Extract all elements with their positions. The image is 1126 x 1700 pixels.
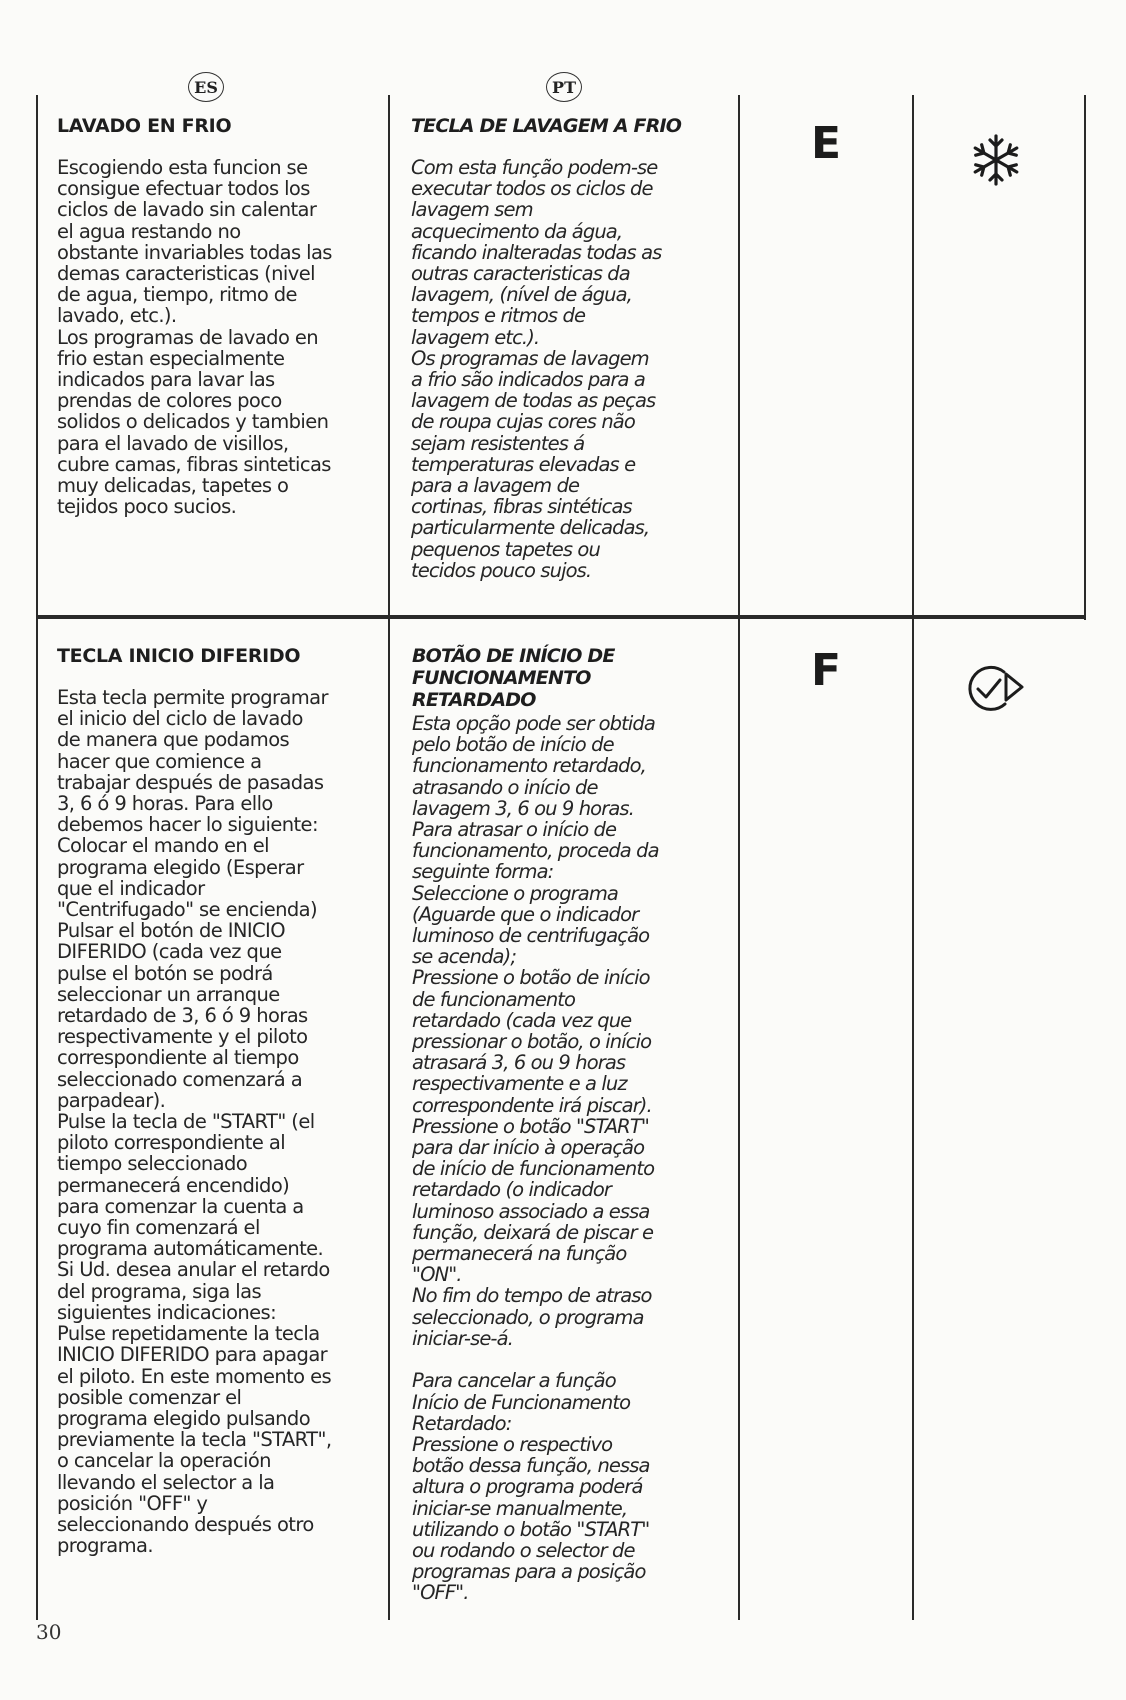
column-rule-left (36, 95, 38, 1620)
pt-cold-wash-title: TECLA DE LAVAGEM A FRIO (411, 115, 682, 137)
pt-delay-start-section (412, 645, 734, 1604)
snowflake-icon (968, 132, 1024, 192)
language-badge-pt: PT (546, 72, 582, 102)
row-letter-f: F (810, 645, 842, 696)
pt-cold-wash-text: Com esta função podem-se executar todos os ciclos de lavagem sem acquecimento da água, ficando inalteradas todas as outras caracteristicas da lavagem, (nível de água, tempos e ritmos de lavagem etc.). Os programas de lavagem a frio são indicados para a lavagem de todas as peças de roupa cujas cores não sejam resistentes á temperaturas elevadas e para a lavagem de cortinas, fibras sintéticas particularmente delicadas, pequenos tapetes ou tecidos pouco sujos. (411, 156, 662, 582)
language-badge-es: ES (188, 72, 224, 102)
pt-delay-start-text: Esta opção pode ser obtida pelo botão de início de funcionamento retardado, atrasando o início de lavagem 3, 6 ou 9 horas. Para atrasar o início de funcionamento, proceda da seguinte forma: Seleccione o programa (Aguarde que o indicador luminoso de centrifugação se acenda); Pressione o botão de início de funcionamento retardado (cada vez que pressionar o botão, o início atrasará 3, 6 ou 9 horas respectivamente e a luz correspondente irá piscar). Pressione o botão "START" para dar início à operação de início de funcionamento retardado (o indicador luminoso associado a essa função, deixará de piscar e permanecerá na função "ON". No fim do tempo de atraso seleccionado, o programa iniciar-se-á. Para cancelar a função Início de Funcionamento Retardado: Pressione o respectivo botão dessa função, nessa altura o programa poderá iniciar-se manualmente, utilizando o botão "START" ou rodando o selector de programas para a posição "OFF". (412, 712, 659, 1605)
es-delay-start-text: Esta tecla permite programar el inicio del ciclo de lavado de manera que podamos hacer que comience a trabajar después de pasadas 3, 6 ó 9 horas. Para ello debemos hacer lo siguiente: Colocar el mando en el programa elegido (Esperar que el indicador "Centrifugado" se encienda) Pulsar el botón de INICIO DIFERIDO (cada vez que pulse el botón se podrá seleccionar un arranque retardado de 3, 6 ó 9 horas respectivamente y el piloto correspondiente al tiempo seleccionado comenzará a parpadear). Pulse la tecla de "START" (el piloto correspondiente al tiempo seleccionado permanecerá encendido) para comenzar la cuenta a cuyo fin comenzará el programa automáticamente. Si Ud. desea anular el retardo del programa, siga las siguientes indicaciones: Pulse repetidamente la tecla INICIO DIFERIDO para apagar el piloto. En este momento es posible comenzar el programa elegido pulsando previamente la tecla "START", o cancelar la operación llevando el selector a la posición "OFF" y seleccionando después otro programa. (57, 686, 332, 1558)
delay-start-icon (964, 658, 1028, 722)
pt-delay-start-title: BOTÃO DE INÍCIO DE FUNCIONAMENTO RETARDADO (412, 645, 615, 711)
es-delay-start-section (57, 645, 379, 1556)
column-rule-right (1084, 95, 1086, 620)
es-delay-start-title: TECLA INICIO DIFERIDO (57, 645, 301, 667)
column-rule-pt-letter (738, 95, 740, 1620)
row-divider (36, 615, 1086, 619)
column-rule-letter-icon (912, 95, 914, 1620)
page-number: 30 (36, 1620, 62, 1644)
es-cold-wash-title: LAVADO EN FRIO (57, 115, 232, 137)
es-cold-wash-section (57, 115, 379, 517)
row-letter-e: E (810, 118, 842, 169)
column-rule-es-pt (388, 95, 390, 1620)
pt-cold-wash-section (411, 115, 733, 581)
es-cold-wash-text: Escogiendo esta funcion se consigue efectuar todos los ciclos de lavado sin calentar el agua restando no obstante invariables todas las demas caracteristicas (nivel de agua, tiempo, ritmo de lavado, etc.). Los programas de lavado en frio estan especialmente indicados para lavar las prendas de colores poco solidos o delicados y tambien para el lavado de visillos, cubre camas, fibras sinteticas muy delicadas, tapetes o tejidos poco sucios. (57, 156, 332, 519)
